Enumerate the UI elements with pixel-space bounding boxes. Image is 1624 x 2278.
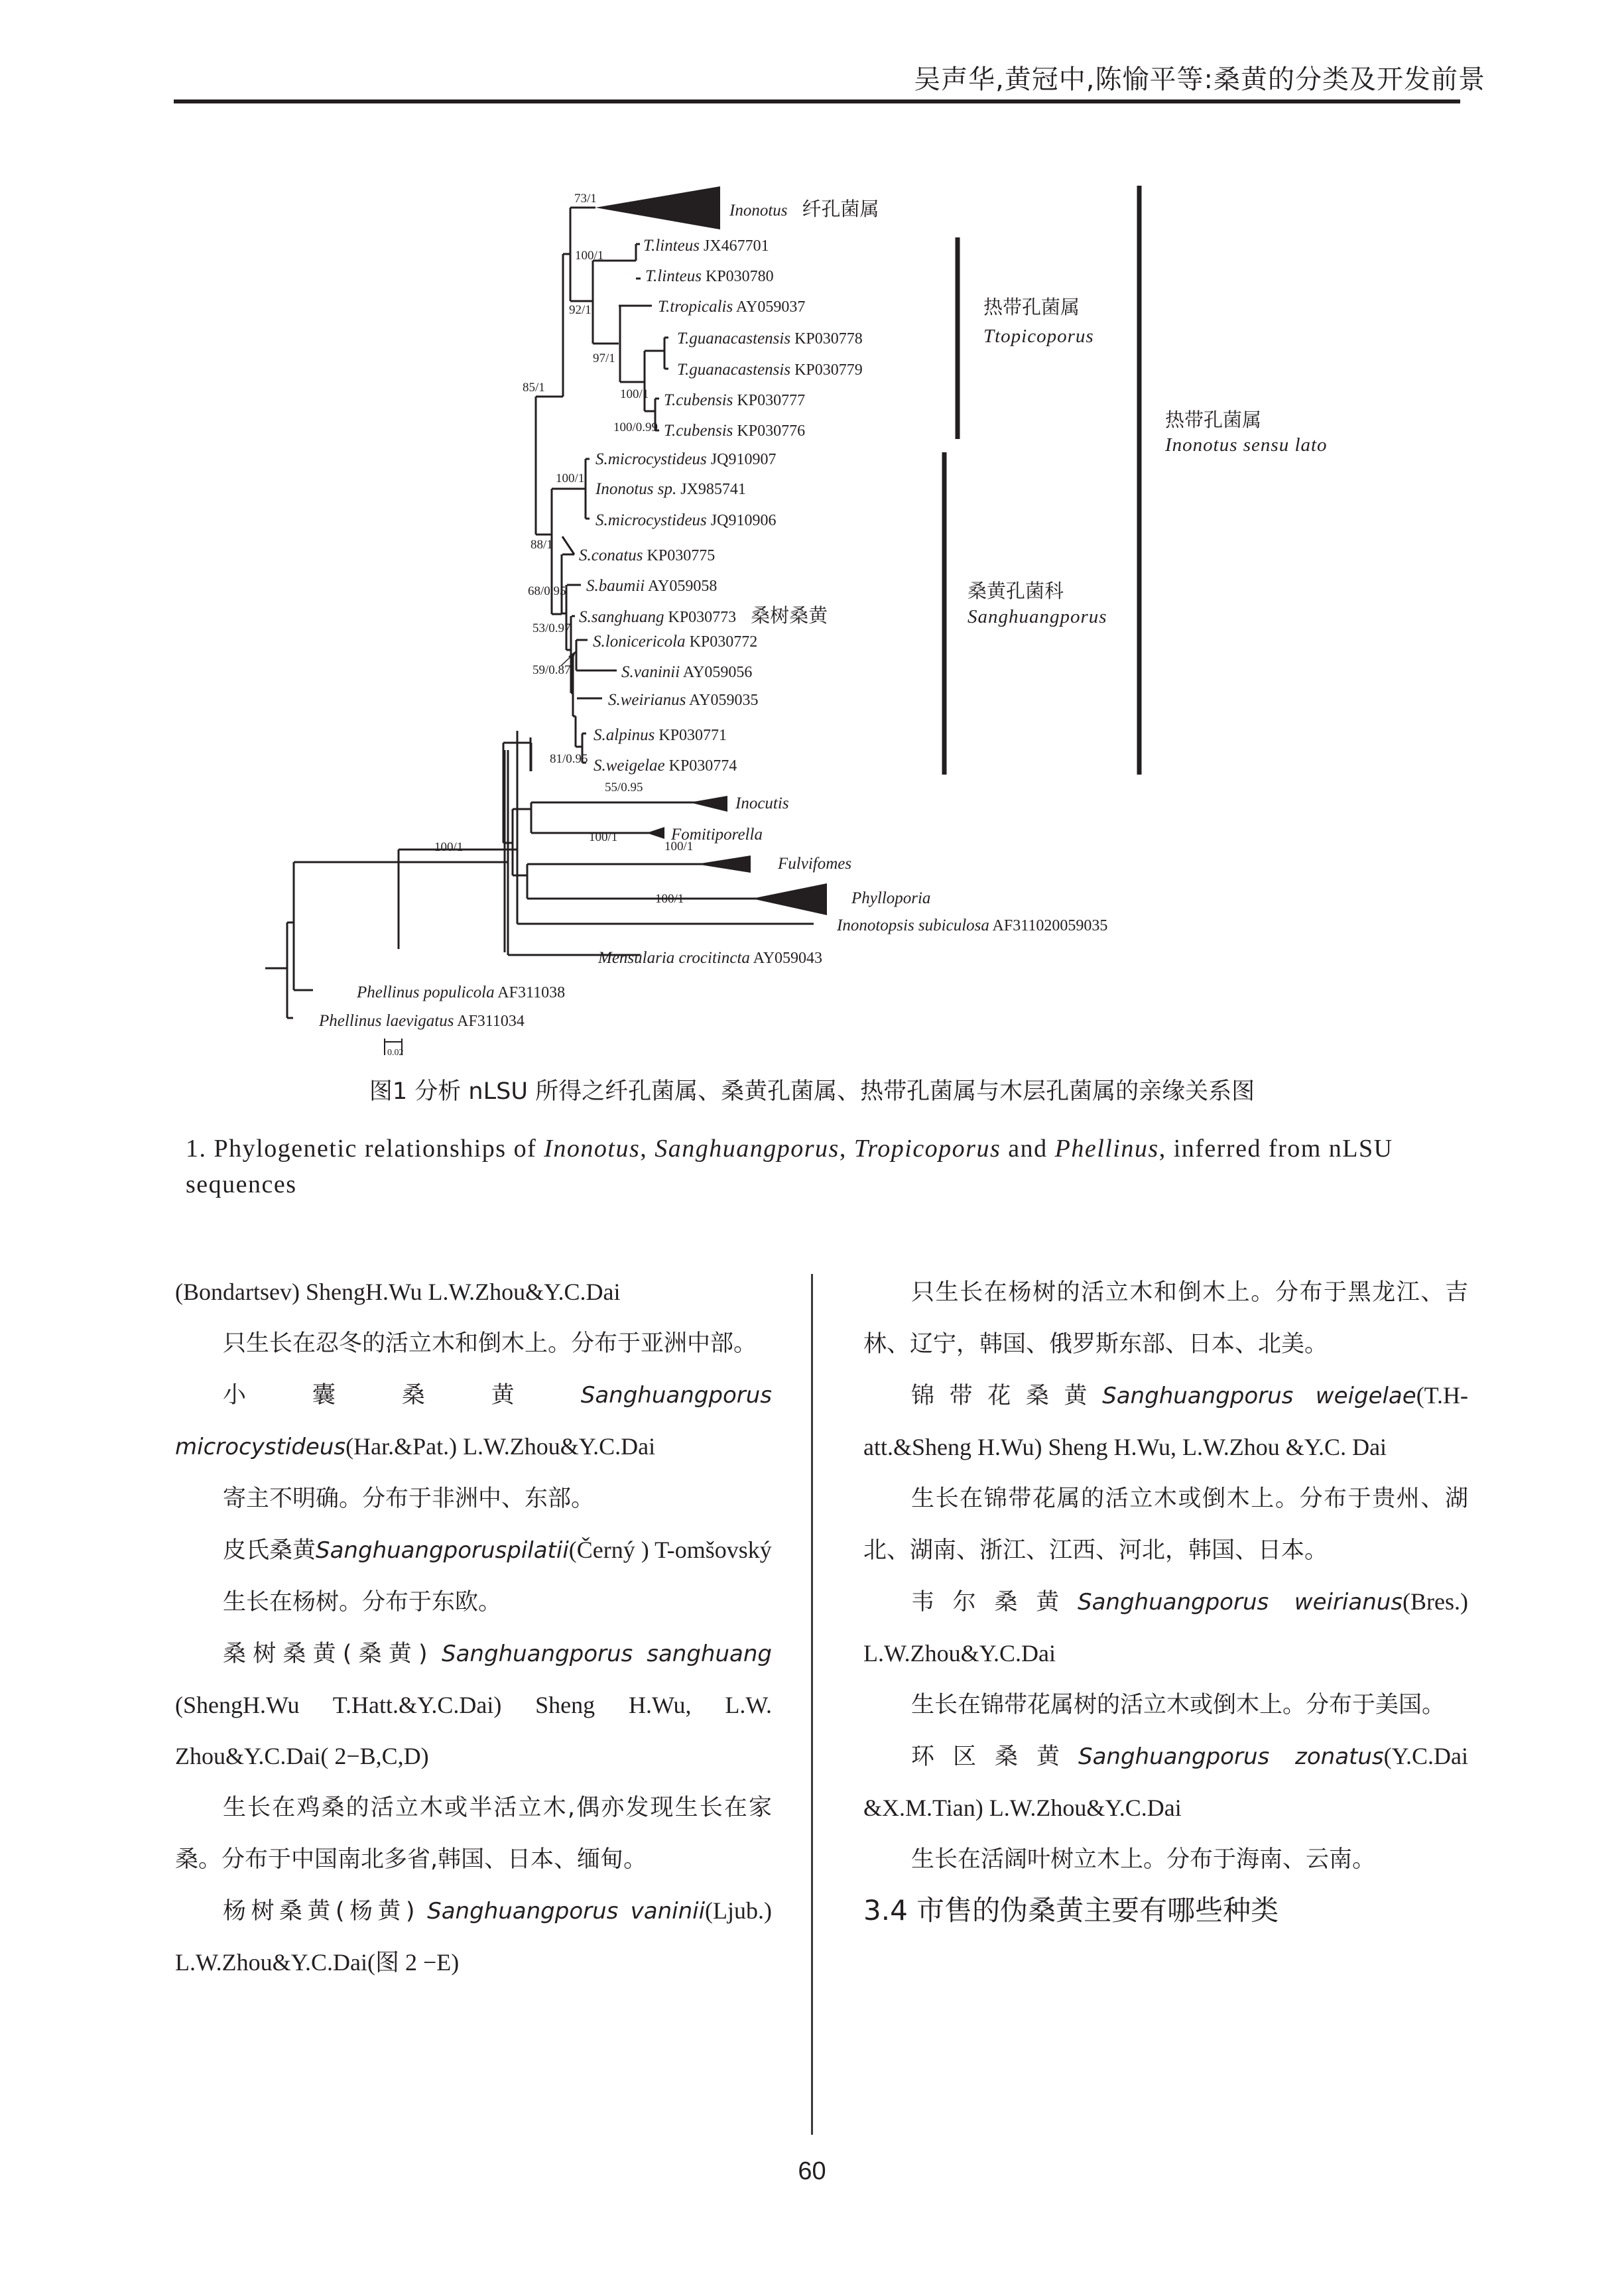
taxon-label: T.cubensis KP030777 [664,391,806,409]
taxon-label: Mensularia crocitincta AY059043 [598,949,823,967]
taxon-label: S.weirianus AY059035 [608,691,759,709]
paragraph-text: 只生长在忍冬的活立木和倒木上。分布于亚洲中部。 [223,1330,757,1357]
paragraph-text: 寄主不明确。分布于非洲中、东部。 [223,1486,595,1512]
taxon-label: S.weigelae KP030774 [593,757,737,775]
taxon-label: S.alpinus KP030771 [593,726,727,744]
species-latin-name: Sanghuangporus weirianus [1077,1589,1403,1615]
phylogenetic-tree [0,0,1624,1061]
paragraph [175,1576,772,1628]
support-value: 100/1 [575,249,604,263]
paragraph [175,1473,772,1525]
species-common-name: 桑树桑黄(桑黄) [223,1641,442,1667]
taxon-label: Phellinus laevigatus AF311034 [319,1012,525,1030]
support-value: 68/0.95 [528,584,566,598]
species-entry [175,1628,772,1782]
taxon-label: S.lonicericola KP030772 [593,633,758,651]
taxon-label: Inocutis [735,794,789,812]
species-authority: (T.H-att.&Sheng H.Wu) Sheng H.Wu, L.W.Zhou &Y.C. Dai [863,1382,1468,1460]
species-authority: (Bres.) L.W.Zhou&Y.C.Dai [863,1588,1468,1667]
caption-genus: Phellinus [1054,1135,1159,1163]
species-latin-name: Sanghuangporus zonatus [1078,1743,1384,1770]
authority-text: (Bondartsev) ShengH.Wu L.W.Zhou&Y.C.Dai [175,1279,621,1305]
taxon-label: Inonotus sp. JX985741 [595,480,746,498]
species-latin-name: Sanghuangporus weigelae [1102,1383,1416,1409]
species-common-name: 皮氏桑黄 [223,1537,316,1564]
right-column [863,1267,1468,1932]
figure-caption-en [186,1131,1459,1202]
species-common-name: 环区桑黄 [911,1743,1078,1770]
paragraph [863,1834,1468,1885]
figure-caption-zh: 图1 分析 nLSU 所得之纤孔菌属、桑黄孔菌属、热带孔菌属与木层孔菌属的亲缘关系图 [369,1078,1255,1105]
taxon-label: S.sanghuang KP030773 桑树桑黄 [579,604,828,627]
taxon-label: Phylloporia [851,889,931,907]
page-number: 60 [798,2157,826,2185]
species-common-name: 锦带花桑黄 [911,1383,1103,1409]
scale-bar-label: 0.02 [387,1048,404,1058]
clade-name-latin: Sanghuangporus [968,606,1107,627]
caption-text: , [640,1135,655,1163]
collapsed-clade-triangle [647,827,664,839]
section-heading: 3.4 市售的伪桑黄主要有哪些种类 [863,1894,1279,1927]
support-value: 73/1 [574,192,597,206]
support-value: 92/1 [569,303,592,317]
paragraph-text: 生长在鸡桑的活立木或半活立木,偶亦发现生长在家桑。分布于中国南北多省,韩国、日本、缅甸。 [175,1795,772,1873]
clade-name-latin: Ttopicoporus [983,326,1094,347]
collapsed-clade-triangle [595,186,720,229]
collapsed-clade-triangle [752,883,827,915]
taxon-label: T.linteus JX467701 [643,237,769,255]
caption-genus: Inonotus [544,1135,641,1163]
support-value: 85/1 [523,381,545,395]
taxon-label: Inonotopsis subiculosa AF311020059035 [837,917,1108,934]
left-column [175,1267,772,1988]
species-entry [175,1885,772,1988]
species-common-name: 杨树桑黄(杨黄) [223,1898,428,1925]
support-value: 100/1 [434,840,464,854]
taxon-label: Inonotus 纤孔菌属 [729,198,879,220]
taxon-label: Fulvifomes [778,855,852,873]
species-latin-name: Sanghuangporus sanghuang [442,1641,772,1667]
caption-text: and [1001,1135,1055,1163]
taxon-label: T.guanacastensis KP030779 [677,361,863,379]
paragraph-text: 生长在锦带花属的活立木或倒木上。分布于贵州、湖北、湖南、浙江、江西、河北，韩国、日本。 [863,1486,1468,1564]
support-value: 59/0.87 [532,663,571,677]
species-entry [863,1731,1468,1834]
clade-name-zh: 热带孔菌属 [983,296,1080,318]
support-value: 100/1 [664,840,694,854]
caption-text: , inferred from nLSU sequences [186,1135,1393,1198]
paragraph [863,1267,1468,1370]
support-value: 88/1 [531,538,553,552]
tree-branch [562,537,574,554]
species-entry [175,1525,772,1576]
support-value: 100/1 [655,892,684,906]
paragraph [175,1267,772,1318]
clade-name-zh: 桑黄孔菌科 [968,580,1064,602]
column-divider [811,1274,813,2135]
support-value: 100/1 [589,830,618,844]
taxon-label: T.cubensis KP030776 [664,422,806,440]
support-value: 100/1 [620,387,649,401]
taxon-label: T.tropicalis AY059037 [658,298,806,316]
support-value: 55/0.95 [605,781,643,794]
taxon-label: S.conatus KP030775 [579,546,716,564]
collapsed-clade-triangle [690,796,727,812]
paragraph [863,1473,1468,1576]
taxon-label: T.linteus KP030780 [645,267,774,285]
caption-genus: Tropicoporus [853,1135,1001,1163]
species-latin-name: Sanghuangporus vaninii [427,1898,706,1925]
clade-name-latin: Inonotus sensu lato [1165,434,1328,456]
support-value: 53/0.97 [532,621,571,635]
species-latin-name: Sanghuangporuspilatii [316,1537,569,1564]
paragraph-text: 生长在活阔叶树立木上。分布于海南、云南。 [911,1846,1376,1873]
clade-name-zh: 热带孔菌属 [1165,409,1262,431]
support-value: 81/0.95 [550,752,588,766]
species-authority: (Y.C.Dai &X.M.Tian) L.W.Zhou&Y.C.Dai [863,1743,1468,1821]
paragraph [863,1679,1468,1731]
taxon-label: S.vaninii AY059056 [621,663,753,681]
taxon-label: S.microcystideus JQ910907 [595,450,777,468]
support-value: 100/0.99 [613,420,658,434]
species-common-name: 小囊桑黄 [223,1382,581,1409]
taxon-label: S.microcystideus JQ910906 [595,511,777,529]
paragraph-text: 只生长在杨树的活立木和倒木上。分布于黑龙江、吉林、辽宁，韩国、俄罗斯东部、日本、北美。 [863,1279,1468,1358]
paragraph-text: 生长在杨树。分布于东欧。 [223,1589,502,1615]
taxon-label: S.baumii AY059058 [586,577,718,595]
collapsed-clade-triangle [696,855,751,873]
paragraph [175,1782,772,1885]
caption-genus: Sanghuangporus [655,1135,840,1163]
species-authority: (ShengH.Wu T.Hatt.&Y.C.Dai) Sheng H.Wu, L.W. Zhou&Y.C.Dai( 2−B,C,D) [175,1692,772,1769]
species-authority: (Ljub.) L.W.Zhou&Y.C.Dai(图 2 −E) [175,1897,773,1976]
species-entry [863,1576,1468,1679]
paragraph-text: 生长在锦带花属树的活立木或倒木上。分布于美国。 [911,1692,1446,1718]
species-entry [175,1369,772,1473]
support-value: 100/1 [556,472,585,485]
taxon-label: Fomitiporella [671,826,763,844]
support-value: 97/1 [593,351,615,365]
species-authority: (Har.&Pat.) L.W.Zhou&Y.C.Dai [345,1433,656,1460]
taxon-label: Phellinus populicola AF311038 [357,983,566,1001]
species-common-name: 韦尔桑黄 [911,1589,1078,1615]
species-authority: (Černý ) T-omšovský [568,1537,772,1563]
species-entry [863,1370,1468,1473]
caption-text: 1. Phylogenetic relationships of [186,1135,544,1163]
taxon-label: T.guanacastensis KP030778 [677,330,863,348]
paragraph [175,1318,772,1369]
species-latin-name: Sanghuangporus microcystideus [175,1382,772,1460]
caption-text: , [839,1135,854,1163]
running-head: 吴声华,黄冠中,陈愉平等:桑黄的分类及开发前景 [914,64,1485,95]
